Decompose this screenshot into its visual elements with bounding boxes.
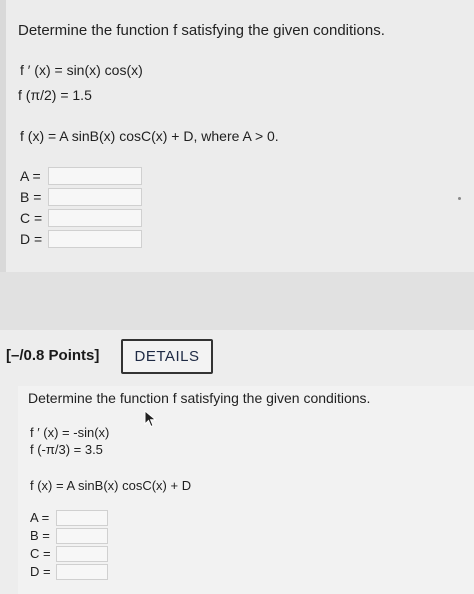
q2-input-d[interactable] — [56, 564, 108, 580]
speck-dot — [458, 197, 461, 200]
q1-function-form: f (x) = A sinB(x) cosC(x) + D, where A > 0. — [20, 128, 279, 144]
q2-input-c[interactable] — [56, 546, 108, 562]
q2-label-a: A = — [30, 510, 50, 525]
q1-label-c: C = — [20, 210, 43, 226]
q1-input-a[interactable] — [48, 167, 142, 185]
q1-title: Determine the function f satisfying the given conditions. — [18, 22, 385, 39]
q2-function-form: f (x) = A sinB(x) cosC(x) + D — [30, 478, 192, 493]
q1-input-c[interactable] — [48, 209, 142, 227]
q1-derivative: f ′ (x) = sin(x) cos(x) — [20, 62, 143, 78]
mouse-pointer-icon — [144, 410, 158, 428]
q2-initial-condition: f (-π/3) = 3.5 — [30, 442, 103, 457]
q1-label-d: D = — [20, 231, 43, 247]
q1-input-d[interactable] — [48, 230, 142, 248]
q2-input-b[interactable] — [56, 528, 108, 544]
q2-label-c: C = — [30, 546, 51, 561]
q1-label-b: B = — [20, 189, 42, 205]
q2-title: Determine the function f satisfying the given conditions. — [28, 390, 371, 406]
q2-label-b: B = — [30, 528, 50, 543]
points-value: [–/0.8 Points] — [6, 347, 100, 364]
q2-label-d: D = — [30, 564, 51, 579]
details-button[interactable]: DETAILS — [121, 339, 213, 374]
q1-input-b[interactable] — [48, 188, 142, 206]
q2-derivative: f ′ (x) = -sin(x) — [30, 425, 110, 440]
q1-initial-condition: f (π/2) = 1.5 — [18, 87, 92, 103]
q2-input-a[interactable] — [56, 510, 108, 526]
section-divider — [0, 272, 474, 330]
q1-label-a: A = — [20, 168, 41, 184]
